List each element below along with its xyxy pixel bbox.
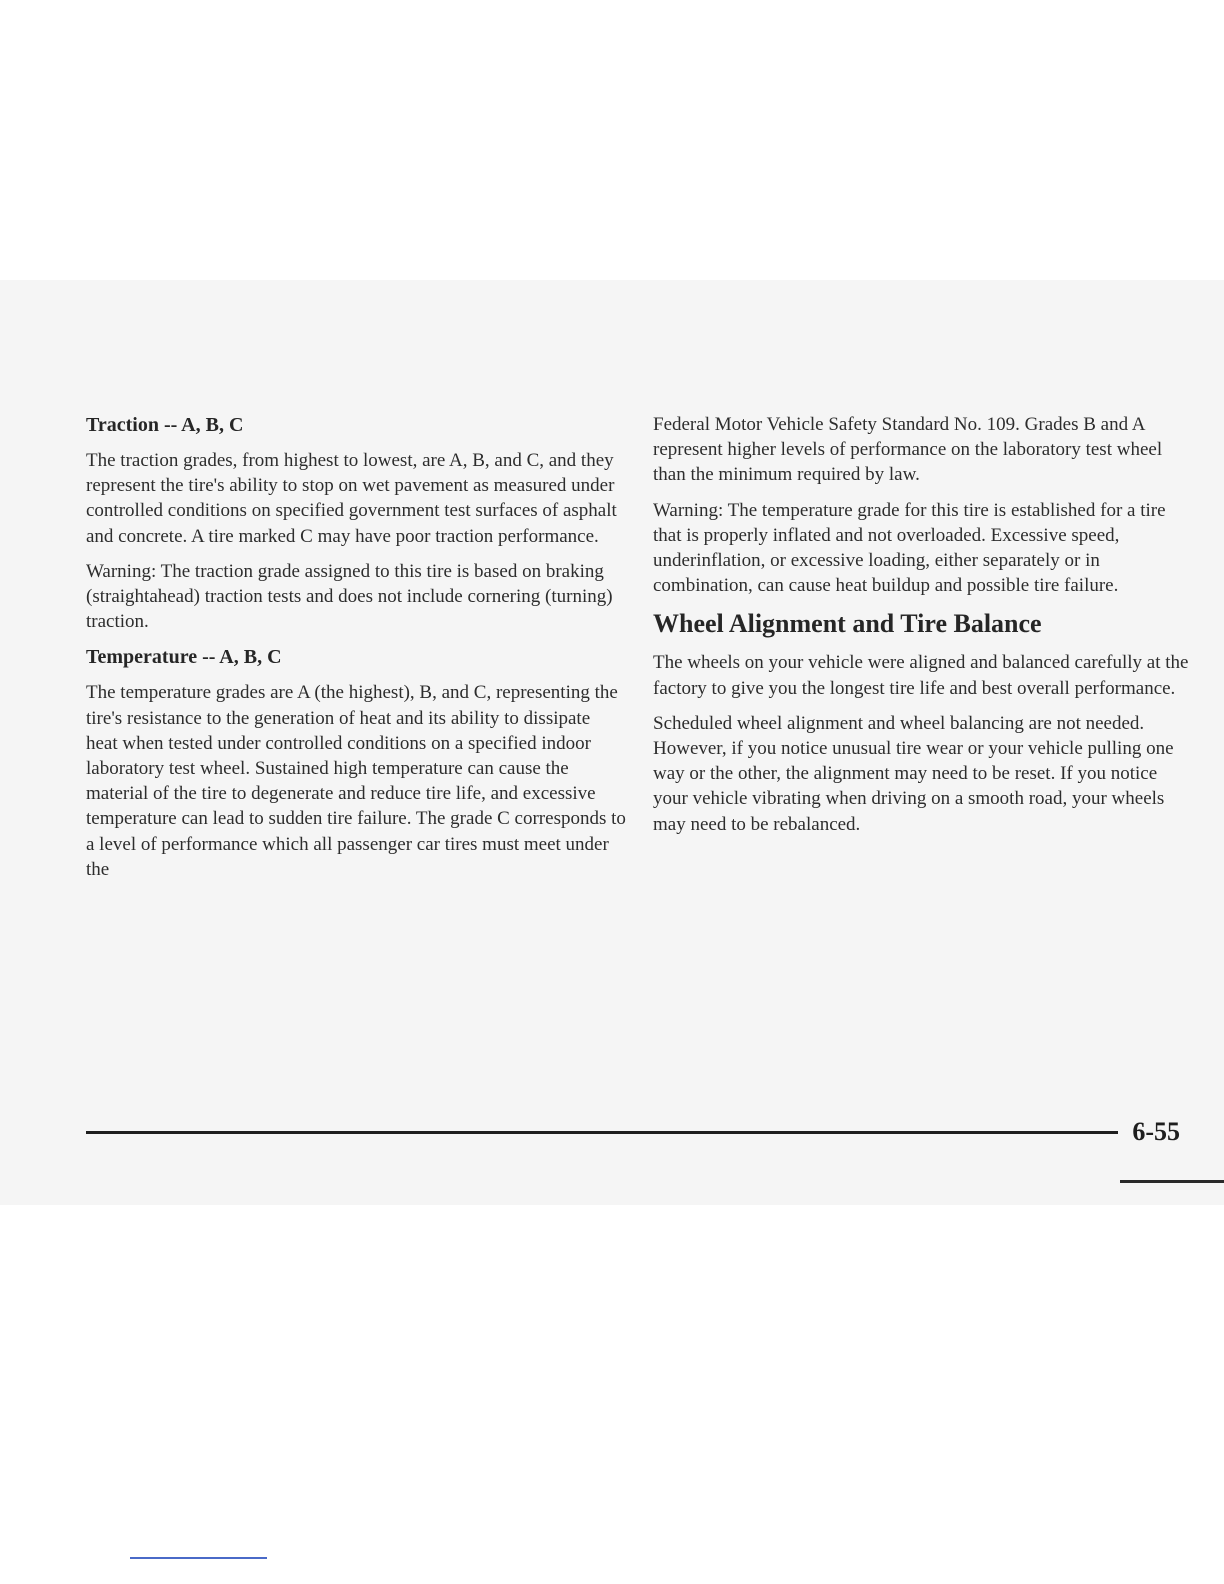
- temperature-warning: Warning: The temperature grade for this tire is established for a tire that is properly inflated and not overloaded. Excessive speed, underinflation, or excessive loading, either separately or in combination, can cause heat buildup and possible tire failure.: [653, 499, 1166, 597]
- temperature-heading: Temperature -- A, B, C: [86, 646, 282, 669]
- footer-rule: [86, 1131, 1118, 1134]
- traction-warning: Warning: The traction grade assigned to this tire is based on braking (straightahead) traction tests and does not include cornering (turning) traction.: [86, 560, 613, 633]
- right-column: [653, 412, 1193, 847]
- bottom-edge-rule: [1120, 1180, 1224, 1183]
- temperature-paragraph: The temperature grades are A (the highest), B, and C, representing the tire's resistance to the generation of heat and its ability to dissipate heat when tested under controlled conditions on a specified indoor laboratory test wheel. Sustained high temperature can cause the material of the tire to degenerate and reduce tire life, and excessive temperature can lead to sudden tire failure. The grade C corresponds to a level of performance which all passenger car tires must meet under the: [86, 682, 626, 880]
- page-number: 6-55: [1132, 1117, 1180, 1146]
- continued-paragraph: Federal Motor Vehicle Safety Standard No. 109. Grades B and A represent higher levels of performance on the laboratory test wheel than the minimum required by law.: [653, 414, 1163, 486]
- alignment-paragraph-1: The wheels on your vehicle were aligned and balanced carefully at the factory to give you the longest tire life and best overall performance.: [653, 652, 1189, 699]
- alignment-paragraph-2: Scheduled wheel alignment and wheel balancing are not needed. However, if you notice unusual tire wear or your vehicle pulling one way or the other, the alignment may need to be reset. If you notice your vehicle vibrating when driving on a smooth road, your wheels may need to be rebalanced.: [653, 712, 1174, 835]
- traction-paragraph: The traction grades, from highest to lowest, are A, B, and C, and they represent the tire's ability to stop on wet pavement as measured under controlled conditions on specified government test surfaces of asphalt and concrete. A tire marked C may have poor traction performance.: [86, 450, 617, 547]
- left-column: [86, 412, 626, 892]
- alignment-heading: Wheel Alignment and Tire Balance: [653, 609, 1042, 639]
- traction-heading: Traction -- A, B, C: [86, 414, 244, 436]
- stray-underline: [130, 1557, 267, 1559]
